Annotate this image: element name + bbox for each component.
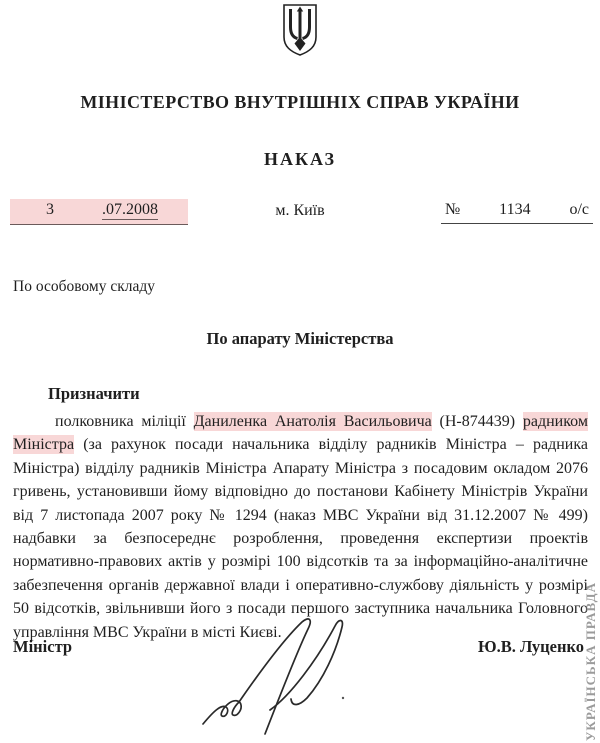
date-day: 3 [46, 201, 54, 218]
category-line: По особовому складу [13, 278, 155, 295]
order-date-highlighted [10, 199, 188, 225]
city-label: м. Київ [275, 202, 325, 219]
paragraph-text: (Н-874439) [431, 413, 523, 430]
ministry-title: МІНІСТЕРСТВО ВНУТРІШНІХ СПРАВ УКРАЇНИ [80, 92, 520, 112]
order-paragraph [13, 410, 588, 644]
number-value: 1134 [499, 201, 531, 218]
paragraph-text: полковника міліції [55, 413, 194, 430]
order-number [441, 199, 593, 224]
minister-title: Міністр [13, 637, 73, 656]
number-suffix: о/с [569, 201, 589, 218]
watermark-ukrainska-pravda: УКРАЇНСЬКА ПРАВДА [583, 581, 598, 741]
highlighted-text: радником Міністра [13, 413, 588, 454]
minister-name: Ю.В. Луценко [478, 637, 584, 656]
paragraph-text: (за рахунок посади начальника відділу радників Міністра – радника Міністра) відділу радників Міністра Апарату Міністра з посадовим окладом 2076 гривень, установивши йому відповідно до постанови Кабінету Міністрів України від 7 листопада 2007 року № 1294 (наказ МВС України від 31.12.2007 № 499) надбавки за безпосереднє розроблення, проведення експертизи проектів нормативно-правових актів у розмірі 100 відсотків та за інформаційно-аналітичне забезпечення органів державної влади і оперативно-службову діяльність у розмірі 50 відсотків, звільнивши його з посади першого заступника начальника Головного управління МВС України в місті Києві. [13, 436, 588, 641]
date-month-year: .07.2008 [102, 201, 158, 218]
section-heading: По апарату Міністерства [206, 329, 394, 348]
meta-row [0, 199, 600, 227]
highlighted-text: Даниленка Анатолія Васильовича [193, 413, 432, 430]
action-heading: Призначити [48, 384, 140, 403]
minister-signature [195, 612, 350, 740]
ukraine-trident-crest-icon [283, 4, 317, 56]
order-title: НАКАЗ [263, 149, 337, 169]
number-sign: № [445, 201, 461, 218]
